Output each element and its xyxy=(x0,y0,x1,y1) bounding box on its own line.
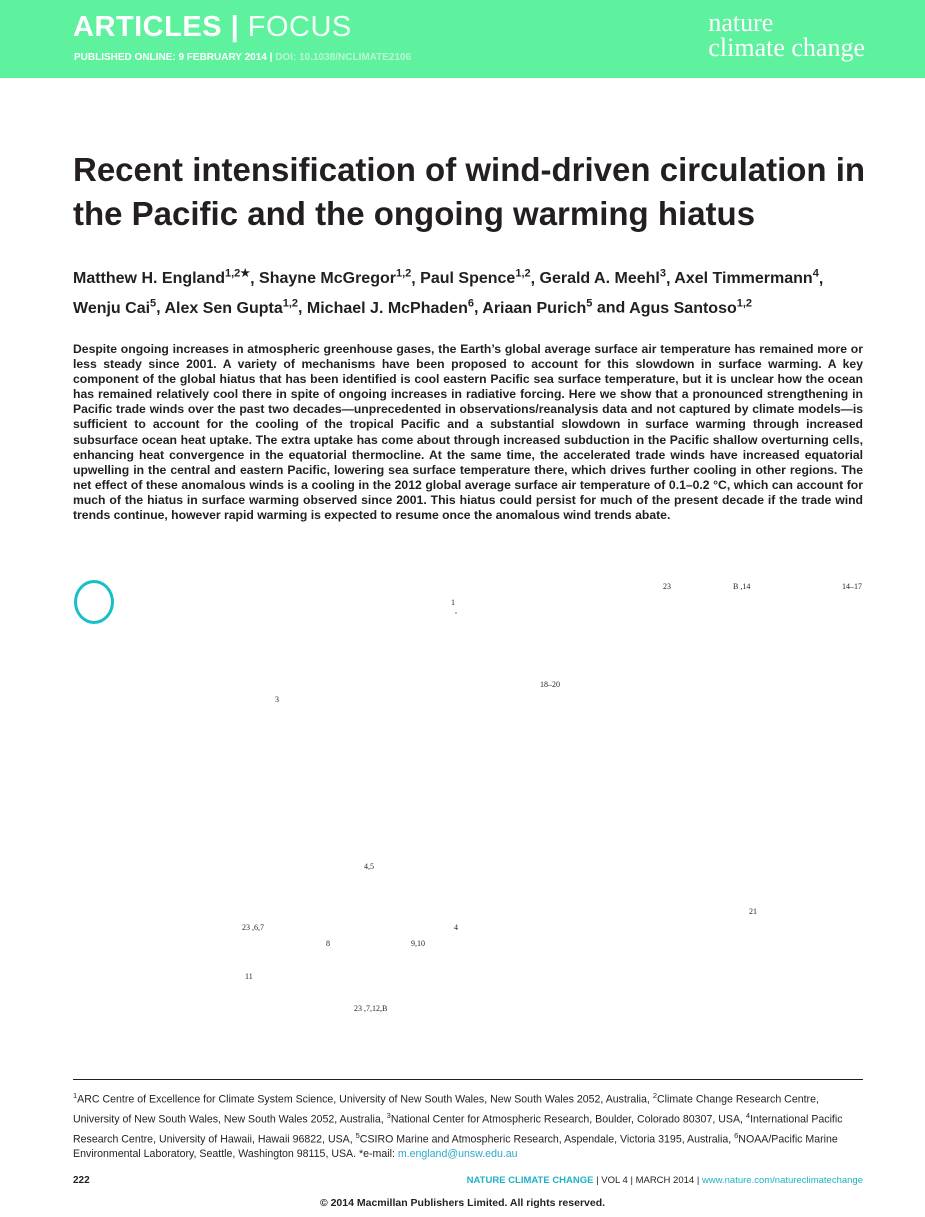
author[interactable]: Wenju Cai$^5$ xyxy=(73,297,157,317)
abstract: Despite ongoing increases in atmospheric greenhouse gases, the Earth’s global average surface air temperature has remained more or less steady since 2001. A variety of mechanisms have been proposed to account for this slowdown in surface warming. A key component of the global hiatus that has been identified is cool eastern Pacific sea surface temperature, but it is unclear how the ocean has remained relatively cool there in spite of ongoing increases in radiative forcing. Here we show that a pronounced strengthening in Pacific trade winds over the past two decades—unprecedented in observations/reanalysis data and not captured by climate models—is sufficient to account for the cooling of the tropical Pacific and a substantial slowdown in surface warming through increased subsurface ocean heat uptake. The extra uptake has come about through increased subduction in the Pacific shallow overturning cells, enhancing heat convergence in the equatorial thermocline. At the same time, the accelerated trade winds have increased equatorial upwelling in the central and eastern Pacific, lowering sea surface temperature there, which drives further cooling in other regions. The net effect of these anomalous winds is a cooling in the 2012 global average surface air temperature of 0.1–0.2 °C, which can account for much of the hiatus in surface warming observed since 2001. This hiatus could persist for much of the present decade if the trade wind trends continue, however rapid warming is expected to resume once the anomalous wind trends abate. xyxy=(73,342,863,523)
journal-logo-line2: climate change xyxy=(708,33,865,62)
reference-marker[interactable]: 14–17 xyxy=(842,582,862,591)
journal-footer xyxy=(467,1175,863,1186)
reference-marker[interactable]: 4 xyxy=(454,923,458,932)
pub-separator: | xyxy=(269,52,273,63)
reference-marker[interactable]: 18–20 xyxy=(540,680,560,689)
journal-name: NATURE CLIMATE CHANGE xyxy=(466,1175,594,1186)
reference-marker[interactable]: 3 xyxy=(275,695,279,704)
section-name: ARTICLES xyxy=(73,11,222,43)
reference-marker[interactable]: 1 xyxy=(451,598,455,607)
section-separator: | xyxy=(230,11,240,43)
author[interactable]: Michael J. McPhaden$^6$ xyxy=(306,297,474,317)
author-list: Matthew H. England$^{1,2★}$, Shayne McGregor$^{1,2}$, Paul Spence$^{1,2}$, Gerald A. Meehl$^3$, Axel Timmermann$^4$, Wenju Cai$^5$, Alex Sen Gupta$^{1,2}$, Michael J. McPhaden$^6$, Ariaan Purich$^5$ and Agus Santoso$^{1,2}$ xyxy=(73,268,824,317)
reference-marker[interactable]: 8 xyxy=(326,939,330,948)
reference-marker[interactable]: 11 xyxy=(245,972,253,981)
reference-marker[interactable]: B ,14 xyxy=(733,582,751,591)
author[interactable]: Ariaan Purich$^5$ xyxy=(482,297,593,317)
article-title: Recent intensification of wind-driven circulation in the Pacific and the ongoing warming hiatus xyxy=(73,151,866,232)
author[interactable]: Gerald A. Meehl$^3$ xyxy=(539,268,666,288)
reference-marker[interactable]: 21 xyxy=(749,907,757,916)
email-label: *e-mail: xyxy=(359,1148,398,1161)
reference-marker: , xyxy=(455,606,457,615)
journal-logo-line1: nature xyxy=(708,8,774,37)
journal-url-link[interactable]: www.nature.com/natureclimatechange xyxy=(701,1175,863,1186)
author[interactable]: Agus Santoso$^{1,2}$ xyxy=(629,297,753,317)
publication-line xyxy=(74,52,411,63)
reference-marker[interactable]: 23 ,7,12,B xyxy=(354,1004,388,1013)
author[interactable]: Matthew H. England$^{1,2★}$ xyxy=(73,268,251,288)
reference-marker[interactable]: 9,10 xyxy=(411,939,425,948)
dropcap-o xyxy=(74,580,114,624)
footnote-divider xyxy=(73,1079,863,1080)
email-link[interactable]: m.england@unsw.edu.au xyxy=(397,1148,518,1161)
author[interactable]: Alex Sen Gupta$^{1,2}$ xyxy=(164,297,299,317)
author[interactable]: Paul Spence$^{1,2}$ xyxy=(420,268,531,288)
section-label xyxy=(73,10,352,44)
subsection-name: FOCUS xyxy=(247,11,352,43)
doi-link[interactable]: DOI: 10.1038/NCLIMATE2106 xyxy=(275,52,412,63)
reference-marker[interactable]: 4,5 xyxy=(364,862,374,871)
copyright-notice: © 2014 Macmillan Publishers Limited. All rights reserved. xyxy=(319,1197,606,1209)
author[interactable]: Axel Timmermann$^4$ xyxy=(674,268,819,288)
page-number: 222 xyxy=(73,1175,90,1186)
issue-info: | VOL 4 | MARCH 2014 | xyxy=(593,1175,702,1186)
header-banner xyxy=(0,0,925,78)
author[interactable]: Shayne McGregor$^{1,2}$ xyxy=(259,268,412,288)
reference-marker[interactable]: 23 xyxy=(663,582,671,591)
journal-logo xyxy=(708,10,865,60)
published-date: PUBLISHED ONLINE: 9 FEBRUARY 2014 xyxy=(74,52,267,63)
affiliations: $^1$ARC Centre of Excellence for Climate System Science, University of New South Wales, New South Wales 2052, Australia, $^2$Climate Change Research Centre, University of New South Wales, New South Wales 2052, Australia, $^3$National Center for Atmospheric Research, Boulder, Colorado 80307, USA, $^4$International Pacific Research Centre, University of Hawaii, Hawaii 96822, USA, $^5$CSIRO Marine and Atmospheric Research, Aspendale, Victoria 3195, Australia, $^6$NOAA/Pacific Marine Environmental Laboratory, Seattle, Washington 98115, USA. *e-mail: m.england@unsw.edu.au xyxy=(73,1091,843,1161)
reference-marker[interactable]: 23 ,6,7 xyxy=(242,923,264,932)
